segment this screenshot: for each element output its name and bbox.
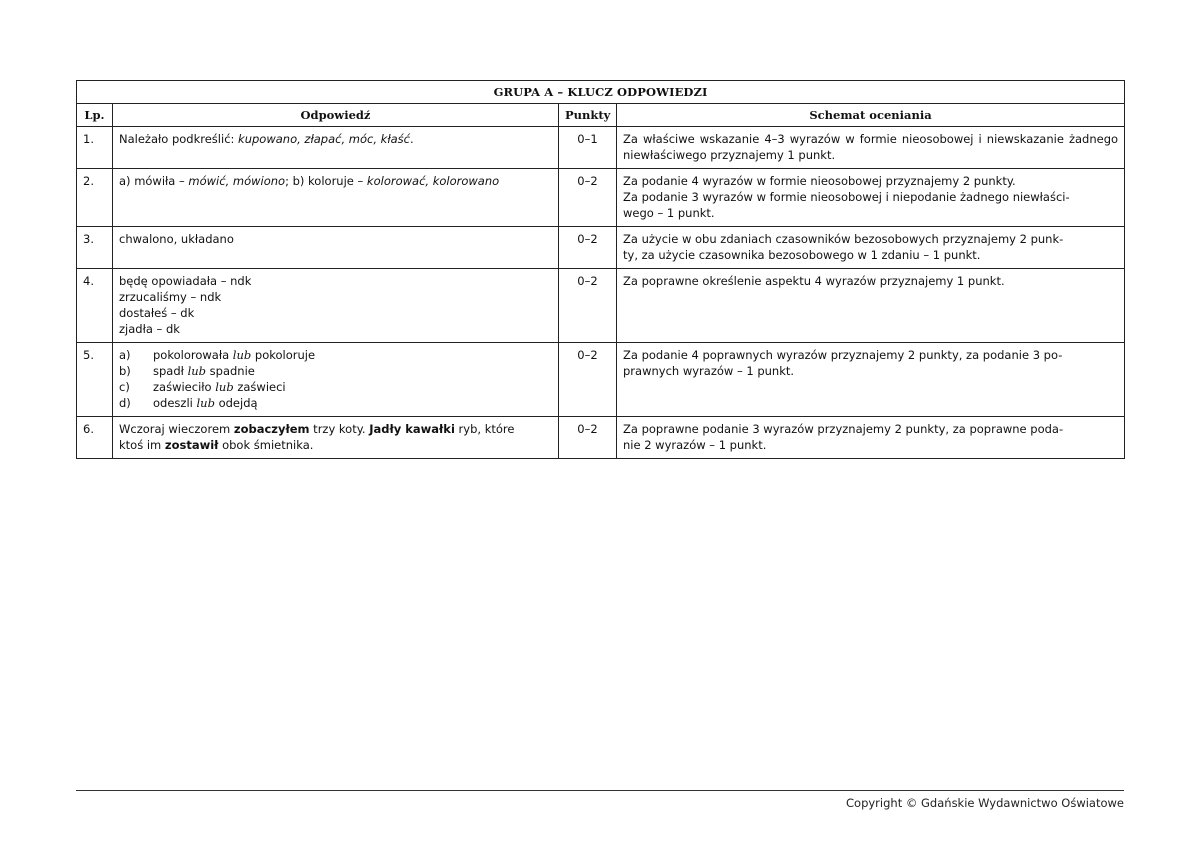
row-number: 4. bbox=[77, 269, 113, 343]
scheme-line: wego – 1 punkt. bbox=[623, 206, 715, 220]
answer-line: dostałeś – dk bbox=[119, 306, 195, 320]
row-number: 5. bbox=[77, 343, 113, 417]
answer-text: ; b) koloruje – bbox=[285, 174, 367, 188]
item-label: b) bbox=[119, 364, 131, 378]
header-answer: Odpowiedź bbox=[113, 104, 559, 127]
table-header-row bbox=[77, 104, 1125, 127]
scheme-line: Za użycie w obu zdaniach czasowników bezosobowych przyznajemy 2 punk- bbox=[623, 232, 1064, 246]
answer-item-b bbox=[119, 363, 552, 379]
scheme-line: Za poprawne podanie 3 wyrazów przyznajemy 2 punkty, za poprawne poda- bbox=[623, 422, 1064, 436]
answer-bold: zostawił bbox=[164, 438, 219, 452]
row-number: 1. bbox=[77, 127, 113, 169]
answer-text: a) mówiła – bbox=[119, 174, 189, 188]
table-title-row bbox=[77, 81, 1125, 104]
points-cell: 0–2 bbox=[559, 227, 617, 269]
answer-line bbox=[119, 421, 552, 437]
table-row bbox=[77, 269, 1125, 343]
points-cell: 0–2 bbox=[559, 343, 617, 417]
answer-word: odejdą bbox=[214, 396, 258, 410]
row-number: 3. bbox=[77, 227, 113, 269]
answer-text: obok śmietnika. bbox=[218, 438, 314, 452]
table-row bbox=[77, 227, 1125, 269]
answer-word: spadnie bbox=[206, 364, 255, 378]
answer-line: zjadła – dk bbox=[119, 322, 180, 336]
header-scheme: Schemat oceniania bbox=[617, 104, 1125, 127]
answer-text: trzy koty. bbox=[309, 422, 370, 436]
scheme-cell bbox=[617, 227, 1125, 269]
or-word: lub bbox=[196, 396, 215, 410]
or-word: lub bbox=[215, 380, 234, 394]
footer-divider bbox=[76, 790, 1124, 791]
or-word: lub bbox=[187, 364, 207, 378]
item-label: a) bbox=[119, 348, 131, 362]
header-lp: Lp. bbox=[77, 104, 113, 127]
points-cell: 0–1 bbox=[559, 127, 617, 169]
scheme-line: Za podanie 3 wyrazów w formie nieosobowej i niepodanie żadnego niewłaści- bbox=[623, 190, 1070, 204]
table-row bbox=[77, 169, 1125, 227]
item-label: c) bbox=[119, 380, 130, 394]
table-title: GRUPA A – KLUCZ ODPOWIEDZI bbox=[77, 81, 1125, 104]
table-row bbox=[77, 343, 1125, 417]
scheme-cell bbox=[617, 169, 1125, 227]
answer-cell: chwalono, układano bbox=[113, 227, 559, 269]
scheme-cell: Za właściwe wskazanie 4–3 wyrazów w formie nieosobowej i niewskazanie żadnego niewłaściwego przyznajemy 1 punkt. bbox=[617, 127, 1125, 169]
answer-item-c bbox=[119, 379, 552, 395]
answer-italic: kupowano, złapać, móc, kłaść bbox=[238, 132, 410, 146]
answer-key-table bbox=[76, 80, 1125, 459]
answer-line: będę opowiadała – ndk bbox=[119, 274, 252, 288]
answer-item-d bbox=[119, 395, 552, 411]
footer-copyright: Copyright © Gdańskie Wydawnictwo Oświatowe bbox=[846, 796, 1124, 810]
answer-text: ktoś im bbox=[119, 438, 165, 452]
answer-cell bbox=[113, 127, 559, 169]
answer-cell bbox=[113, 417, 559, 459]
answer-word: pokolorowała bbox=[153, 348, 233, 362]
scheme-cell bbox=[617, 417, 1125, 459]
answer-text: Należało podkreślić: bbox=[119, 132, 239, 146]
answer-item-a bbox=[119, 347, 552, 363]
answer-line bbox=[119, 437, 552, 453]
scheme-line: Za podanie 4 poprawnych wyrazów przyznajemy 2 punkty, za podanie 3 po- bbox=[623, 348, 1063, 362]
answer-word: pokoloruje bbox=[251, 348, 316, 362]
answer-text: . bbox=[409, 132, 414, 146]
header-points: Punkty bbox=[559, 104, 617, 127]
scheme-line: prawnych wyrazów – 1 punkt. bbox=[623, 364, 795, 378]
or-word: lub bbox=[232, 348, 252, 362]
answer-word: odeszli bbox=[153, 396, 197, 410]
table-row bbox=[77, 417, 1125, 459]
points-cell: 0–2 bbox=[559, 269, 617, 343]
answer-bold: Jadły kawałki bbox=[369, 422, 455, 436]
answer-cell bbox=[113, 269, 559, 343]
answer-cell bbox=[113, 343, 559, 417]
answer-text: ryb, które bbox=[454, 422, 515, 436]
scheme-line: ty, za użycie czasownika bezosobowego w 1 zdaniu – 1 punkt. bbox=[623, 248, 981, 262]
answer-cell bbox=[113, 169, 559, 227]
scheme-line: Za podanie 4 wyrazów w formie nieosobowej przyznajemy 2 punkty. bbox=[623, 174, 1016, 188]
scheme-cell bbox=[617, 343, 1125, 417]
answer-italic: mówić, mówiono bbox=[188, 174, 286, 188]
answer-word: zaświeci bbox=[233, 380, 286, 394]
row-number: 2. bbox=[77, 169, 113, 227]
points-cell: 0–2 bbox=[559, 417, 617, 459]
answer-word: spadł bbox=[153, 364, 188, 378]
item-label: d) bbox=[119, 396, 131, 410]
answer-italic: kolorować, kolorowano bbox=[366, 174, 500, 188]
answer-line: zrzucaliśmy – ndk bbox=[119, 290, 222, 304]
answer-bold: zobaczyłem bbox=[233, 422, 310, 436]
row-number: 6. bbox=[77, 417, 113, 459]
table-row bbox=[77, 127, 1125, 169]
scheme-line: nie 2 wyrazów – 1 punkt. bbox=[623, 438, 767, 452]
points-cell: 0–2 bbox=[559, 169, 617, 227]
answer-word: zaświeciło bbox=[153, 380, 216, 394]
answer-text: Wczoraj wieczorem bbox=[119, 422, 234, 436]
scheme-cell: Za poprawne określenie aspektu 4 wyrazów przyznajemy 1 punkt. bbox=[617, 269, 1125, 343]
